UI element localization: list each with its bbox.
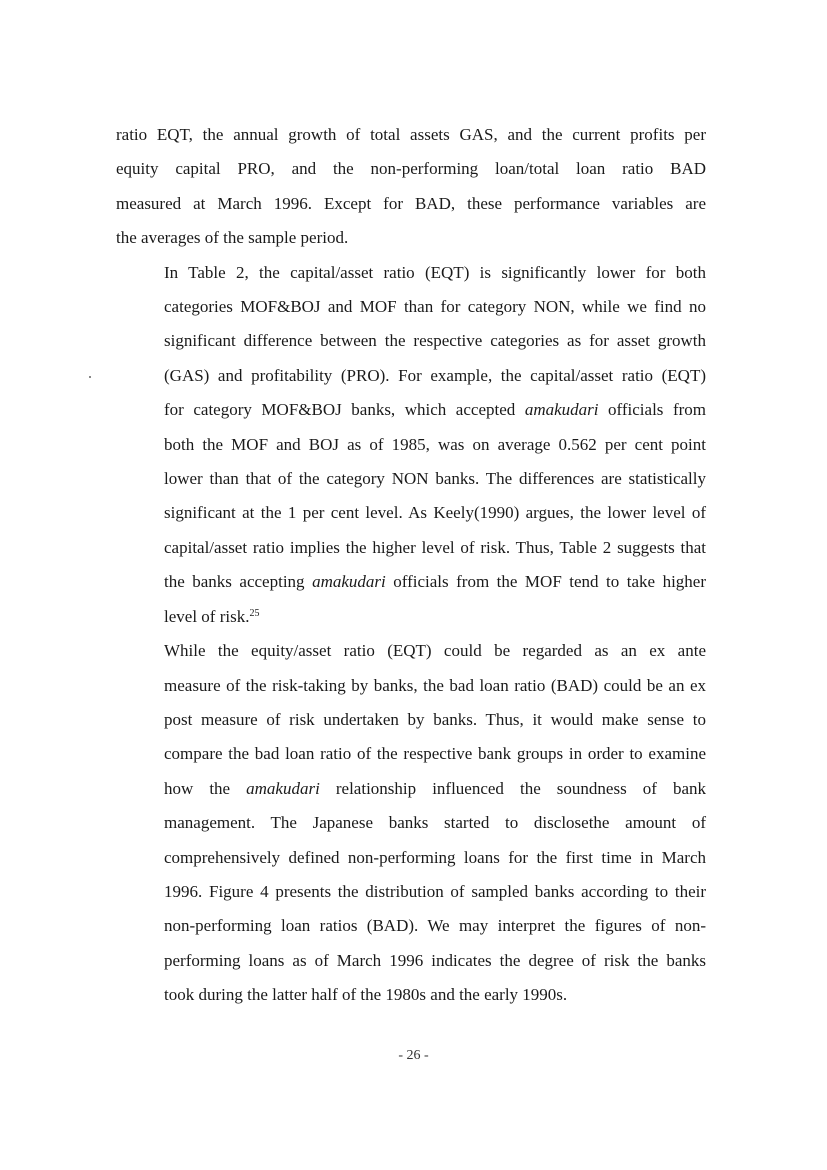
text-line: significant difference between the respective categories as for asset growth xyxy=(164,331,706,351)
text-line: measure of the risk-taking by banks, the bad loan ratio (BAD) could be an ex xyxy=(164,675,706,695)
text-line: non-performing loan ratios (BAD). We may interpret the figures of non- xyxy=(164,916,706,936)
text-line: equity capital PRO, and the non-performing loan/total loan ratio BAD xyxy=(116,159,706,179)
text-line: capital/asset ratio implies the higher level of risk. Thus, Table 2 suggests that xyxy=(164,537,706,557)
paragraph-2 xyxy=(116,256,706,634)
margin-mark xyxy=(89,376,91,378)
text-line: categories MOF&BOJ and MOF than for category NON, while we find no xyxy=(164,297,706,317)
text-line: (GAS) and profitability (PRO). For example, the capital/asset ratio (EQT) xyxy=(164,365,706,385)
text-line: In Table 2, the capital/asset ratio (EQT) is significantly lower for both xyxy=(164,262,706,282)
text-line: management. The Japanese banks started to disclosethe amount of xyxy=(164,813,706,833)
italic-term: amakudari xyxy=(312,572,386,592)
body-text xyxy=(116,118,706,1013)
text-line: lower than that of the category NON banks. The differences are statistically xyxy=(164,469,706,489)
paragraph-1 xyxy=(116,118,706,256)
text-line: performing loans as of March 1996 indicates the degree of risk the banks xyxy=(164,950,706,970)
italic-term: amakudari xyxy=(246,778,320,798)
text-line: the averages of the sample period. xyxy=(116,228,349,248)
text-line: for category MOF&BOJ banks, which accepted amakudari officials from xyxy=(164,400,707,420)
footnote-ref: 25 xyxy=(249,607,260,619)
text-line: comprehensively defined non-performing loans for the first time in March xyxy=(164,847,706,867)
text-line: took during the latter half of the 1980s and the early 1990s. xyxy=(164,985,568,1005)
text-line: measured at March 1996. Except for BAD, these performance variables are xyxy=(116,193,706,213)
paragraph-3 xyxy=(116,634,706,1012)
italic-term: amakudari xyxy=(524,400,599,420)
text-line: how the amakudari relationship influenced the soundness of bank xyxy=(164,778,707,798)
text-line: While the equity/asset ratio (EQT) could be regarded as an ex ante xyxy=(164,641,706,661)
text-line: post measure of risk undertaken by banks. Thus, it would make sense to xyxy=(164,709,706,729)
text-line: ratio EQT, the annual growth of total assets GAS, and the current profits per xyxy=(116,125,706,144)
text-line: the banks accepting amakudari officials from the MOF tend to take higher xyxy=(164,572,706,592)
text-line: 1996. Figure 4 presents the distribution of sampled banks according to their xyxy=(164,881,706,901)
text-line: level of risk.$^{25}$ xyxy=(164,606,260,626)
page-number: - 26 - xyxy=(398,1048,429,1063)
text-line: significant at the 1 per cent level. As Keely(1990) argues, the lower level of xyxy=(164,503,706,523)
text-line: both the MOF and BOJ as of 1985, was on average 0.562 per cent point xyxy=(164,434,706,454)
text-line: compare the bad loan ratio of the respective bank groups in order to examine xyxy=(164,744,706,764)
